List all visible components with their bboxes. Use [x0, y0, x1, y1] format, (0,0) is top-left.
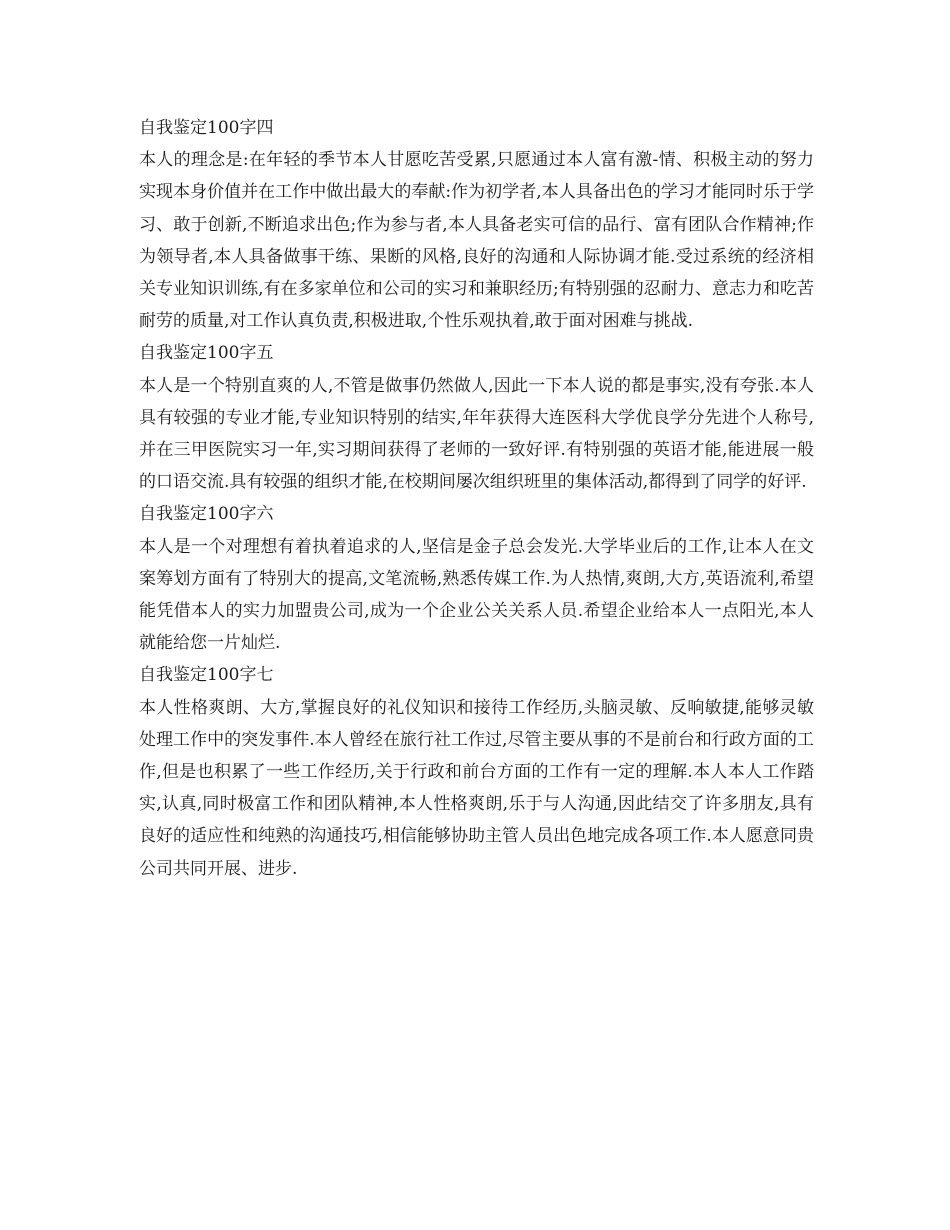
section-4 [139, 112, 814, 337]
section-5 [139, 337, 814, 498]
section-body: 本人是一个特别直爽的人,不管是做事仍然做人,因此一下本人说的都是事实,没有夸张.本人具有较强的专业才能,专业知识特别的结实,年年获得大连医科大学优良学分先进个人称号,并在三甲医院实习一年,实习期间获得了老师的一致好评.有特别强的英语才能,能进展一般的口语交流.具有较强的组织才能,在校期间屡次组织班里的集体活动,都得到了同学的好评. [139, 375, 814, 493]
section-body: 本人是一个对理想有着执着追求的人,坚信是金子总会发光.大学毕业后的工作,让本人在文案筹划方面有了特别大的提高,文笔流畅,熟悉传媒工作.为人热情,爽朗,大方,英语流利,希望能凭借本人的实力加盟贵公司,成为一个企业公关关系人员.希望企业给本人一点阳光,本人就能给您一片灿烂. [139, 536, 814, 654]
section-body: 本人的理念是:在年轻的季节本人甘愿吃苦受累,只愿通过本人富有激-情、积极主动的努力实现本身价值并在工作中做出最大的奉献:作为初学者,本人具备出色的学习才能同时乐于学习、敢于创新,不断追求出色;作为参与者,本人具备老实可信的品行、富有团队合作精神;作为领导者,本人具备做事干练、果断的风格,良好的沟通和人际协调才能.受过系统的经济相关专业知识训练,有在多家单位和公司的实习和兼职经历;有特别强的忍耐力、意志力和吃苦耐劳的质量,对工作认真负责,积极进取,个性乐观执着,敢于面对困难与挑战. [139, 150, 814, 332]
section-heading: 自我鉴定100字七 [139, 665, 274, 686]
document-content [139, 112, 814, 885]
section-heading: 自我鉴定100字四 [139, 118, 274, 138]
section-heading: 自我鉴定100字六 [139, 504, 274, 525]
section-body: 本人性格爽朗、大方,掌握良好的礼仪知识和接待工作经历,头脑灵敏、反响敏捷,能够灵敏处理工作中的突发事件.本人曾经在旅行社工作过,尽管主要从事的不是前台和行政方面的工作,但是也积累了一些工作经历,关于行政和前台方面的工作有一定的理解.本人本人工作踏实,认真,同时极富工作和团队精神,本人性格爽朗,乐于与人沟通,因此结交了许多朋友,具有良好的适应性和纯熟的沟通技巧,相信能够协助主管人员出色地完成各项工作.本人愿意同贵公司共同开展、进步. [139, 697, 814, 879]
section-6 [139, 498, 814, 659]
section-heading: 自我鉴定100字五 [139, 343, 274, 364]
section-7 [139, 659, 814, 884]
